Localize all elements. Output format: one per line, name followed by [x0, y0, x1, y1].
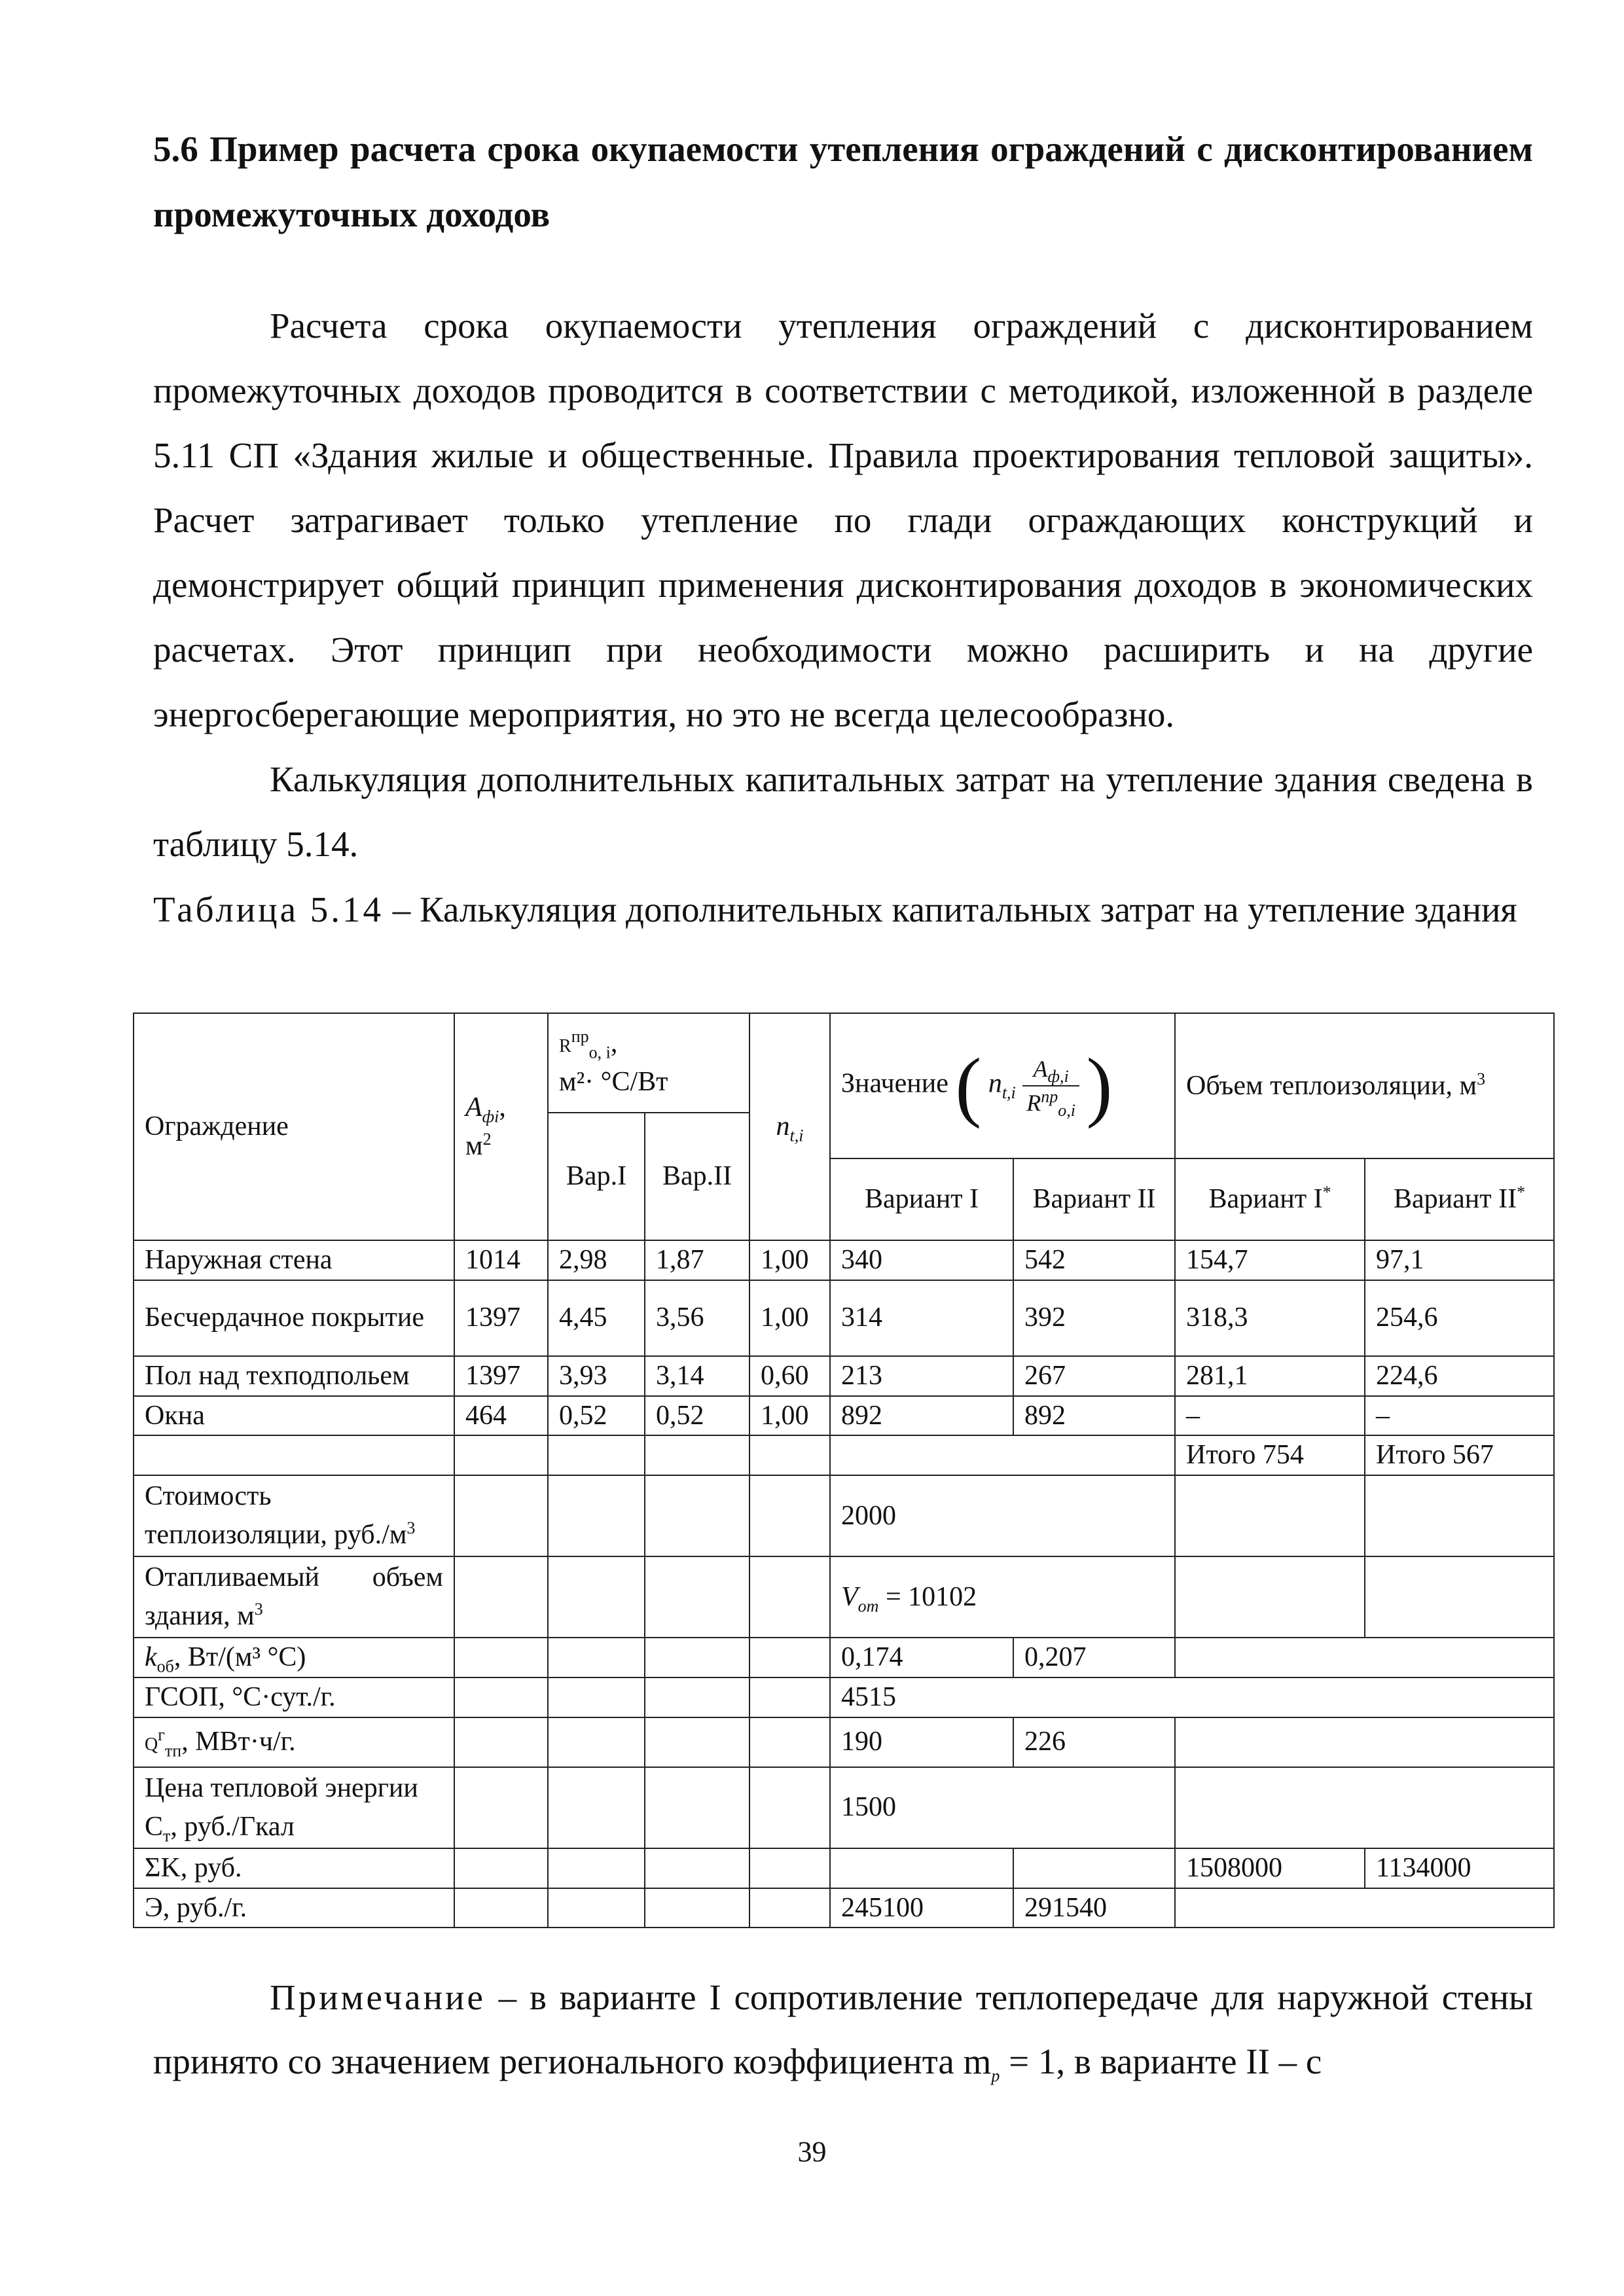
header-variant2: Вариант II	[1013, 1158, 1175, 1240]
kob-row: $k_{об}$, Вт/(м³ °С) 0,174 0,207	[134, 1638, 1554, 1677]
header-resistance: $R^{пр}_{о, i}$, м²· °С/Вт	[548, 1013, 749, 1113]
formula-fraction: $\frac{A_{ф,i}}{R^{пр}_{о,i}}$	[1022, 1052, 1079, 1120]
table-row: Пол над техподпольем 1397 3,93 3,14 0,60 213 267 281,1 224,6	[134, 1356, 1554, 1396]
heated-volume-row: Отапливаемый объем здания, $м^3$ $V_{от} = 10102$	[134, 1556, 1554, 1638]
table-caption-text: – Калькуляция дополнительных капитальных затрат на утепление здания	[392, 889, 1517, 929]
table-note: Примечание – в варианте I сопротивление теплопередаче для наружной стены принято со значением регионального коэффициента $m_p = 1$, в варианте II – с	[153, 1977, 1533, 2085]
paragraph-1: Расчета срока окупаемости утепления ограждений с дисконтированием промежуточных доходов проводится в соответствии с методикой, изложенной в разделе 5.11 СП «Здания жилые и общественные. Правила проектирования тепловой защиты». Расчет затрагивает только утепление по глади ограждающих конструкций и демонстрирует общий принцип применения дисконтирования доходов в экономических расчетах. Этот принцип при необходимости можно расширить и на другие энергосберегающие мероприятия, но это не всегда целесообразно.	[153, 306, 1533, 734]
header-variant1: Вариант I	[830, 1158, 1013, 1240]
header-n: $n_{t,i}$	[749, 1013, 830, 1240]
note-label: Примечание	[270, 1977, 486, 2017]
heat-demand-row: $Q^г_{тп}$, МВт·ч/г. 190 226	[134, 1717, 1554, 1767]
header-var1-short: Вар.I	[548, 1113, 645, 1240]
header-var2-short: Вар.II	[645, 1113, 749, 1240]
sum-k-row: ΣK, руб. 1508000 1134000	[134, 1848, 1554, 1888]
header-fence: Ограждение	[134, 1013, 454, 1240]
paragraph-2: Калькуляция дополнительных капитальных затрат на утепление здания сведена в таблицу 5.14.	[153, 759, 1533, 864]
table-row: Наружная стена 1014 2,98 1,87 1,00 340 542 154,7 97,1	[134, 1240, 1554, 1280]
header-area: $A_{фi}$, $м^2$	[454, 1013, 548, 1240]
e-row: Э, руб./г. 245100 291540	[134, 1888, 1554, 1928]
capital-costs-table	[133, 1013, 1555, 1928]
header-volume: Объем теплоизоляции, $м^3$	[1175, 1013, 1554, 1158]
energy-price-row: Цена тепловой энергии $C_т$, руб./Гкал 1500	[134, 1767, 1554, 1848]
table-caption-label: Таблица 5.14	[153, 889, 384, 929]
cost-row: Стоимость теплоизоляции, $руб./м^3$ 2000	[134, 1475, 1554, 1556]
totals-row: Итого 754 Итого 567	[134, 1435, 1554, 1475]
header-variant2-star: Вариант II*	[1365, 1158, 1554, 1240]
table-caption	[153, 877, 1533, 942]
header-variant1-star: Вариант I*	[1175, 1158, 1365, 1240]
page-number: 39	[797, 2136, 827, 2168]
table-row: Бесчердачное покрытие 1397 4,45 3,56 1,00 314 392 318,3 254,6	[134, 1280, 1554, 1356]
gsop-row: ГСОП, °С·сут./г. 4515	[134, 1677, 1554, 1717]
section-heading: 5.6 Пример расчета срока окупаемости утепления ограждений с дисконтированием промежуточных доходов	[153, 129, 1533, 234]
table-row: Окна 464 0,52 0,52 1,00 892 892 – –	[134, 1396, 1554, 1436]
header-value: Значение ( $n_{t,i}$ $\frac{A_{ф,i}}{R^{пр}_{о,i}}$ )	[830, 1013, 1175, 1158]
